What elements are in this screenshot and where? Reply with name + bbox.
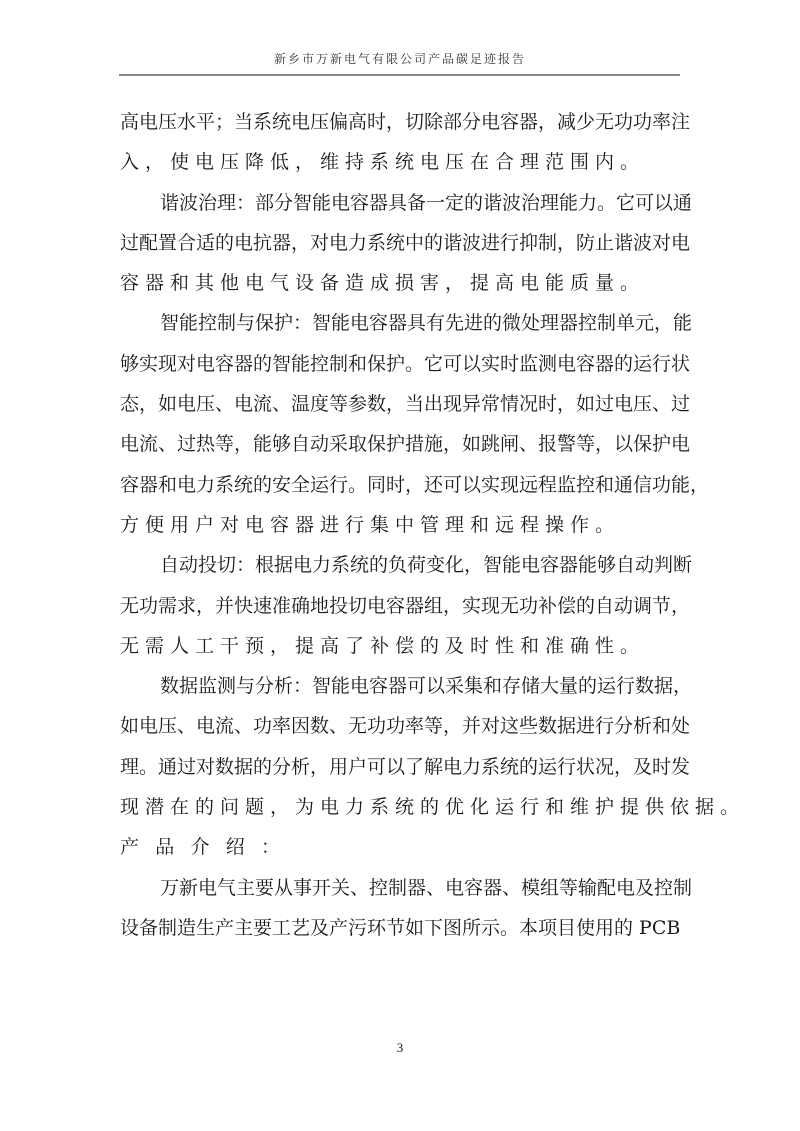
- text-line: 谐波治理：部分智能电容器具备一定的谐波治理能力。它可以通: [160, 191, 693, 214]
- text-line: 够实现对电容器的智能控制和保护。它可以实时监测电容器的运行状: [120, 352, 691, 375]
- text-line: 智能控制与保护：智能电容器具有先进的微处理器控制单元，能: [160, 312, 693, 335]
- header-divider: [119, 74, 680, 76]
- paragraph-block-product-intro: [120, 868, 693, 949]
- text-line: 过配置合适的电抗器，对电力系统中的谐波进行抑制，防止谐波对电: [120, 231, 691, 254]
- text-line: 方便用户对电容器进行集中管理和远程操作。: [120, 513, 621, 536]
- text-line: 无功需求，并快速准确地投切电容器组，实现无功补偿的自动调节，: [120, 594, 691, 617]
- text-line: 自动投切：根据电力系统的负荷变化，智能电容器能够自动判断: [160, 554, 693, 577]
- running-header: 新乡市万新电气有限公司产品碳足迹报告: [273, 52, 526, 66]
- text-line: 如电压、电流、功率因数、无功功率等，并对这些数据进行分析和处: [120, 715, 691, 738]
- document-body: [120, 102, 746, 948]
- text-line: 现潜在的问题，为电力系统的优化运行和维护提供依据。: [120, 796, 746, 819]
- text-line: 设备制造生产主要工艺及产污环节如下图所示。本项目使用的 PCB: [120, 916, 681, 939]
- text-line: 数据监测与分析：智能电容器可以采集和存储大量的运行数据，: [160, 675, 693, 698]
- text-line: 高电压水平；当系统电压偏高时，切除部分电容器，减少无功功率注: [120, 111, 691, 133]
- section-heading: 产 品 介 绍 ：: [120, 836, 280, 859]
- paragraph-block: [120, 102, 746, 827]
- text-line: 理。通过对数据的分析，用户可以了解电力系统的运行状况，及时发: [120, 755, 691, 778]
- text-line: 万新电气主要从事开关、控制器、电容器、模组等输配电及控制: [160, 876, 693, 899]
- text-line: 容器和电力系统的安全运行。同时，还可以实现远程监控和通信功能，: [120, 473, 710, 496]
- text-line: 容器和其他电气设备造成损害，提高电能质量。: [120, 272, 646, 295]
- text-line: 入，使电压降低，维持系统电压在合理范围内。: [120, 151, 646, 174]
- text-line: 电流、过热等，能够自动采取保护措施，如跳闸、报警等，以保护电: [120, 433, 691, 456]
- text-line: 态，如电压、电流、温度等参数，当出现异常情况时，如过电压、过: [120, 393, 691, 416]
- text-line: 无需人工干预，提高了补偿的及时性和准确性。: [120, 634, 646, 657]
- page-number: 3: [396, 1040, 404, 1055]
